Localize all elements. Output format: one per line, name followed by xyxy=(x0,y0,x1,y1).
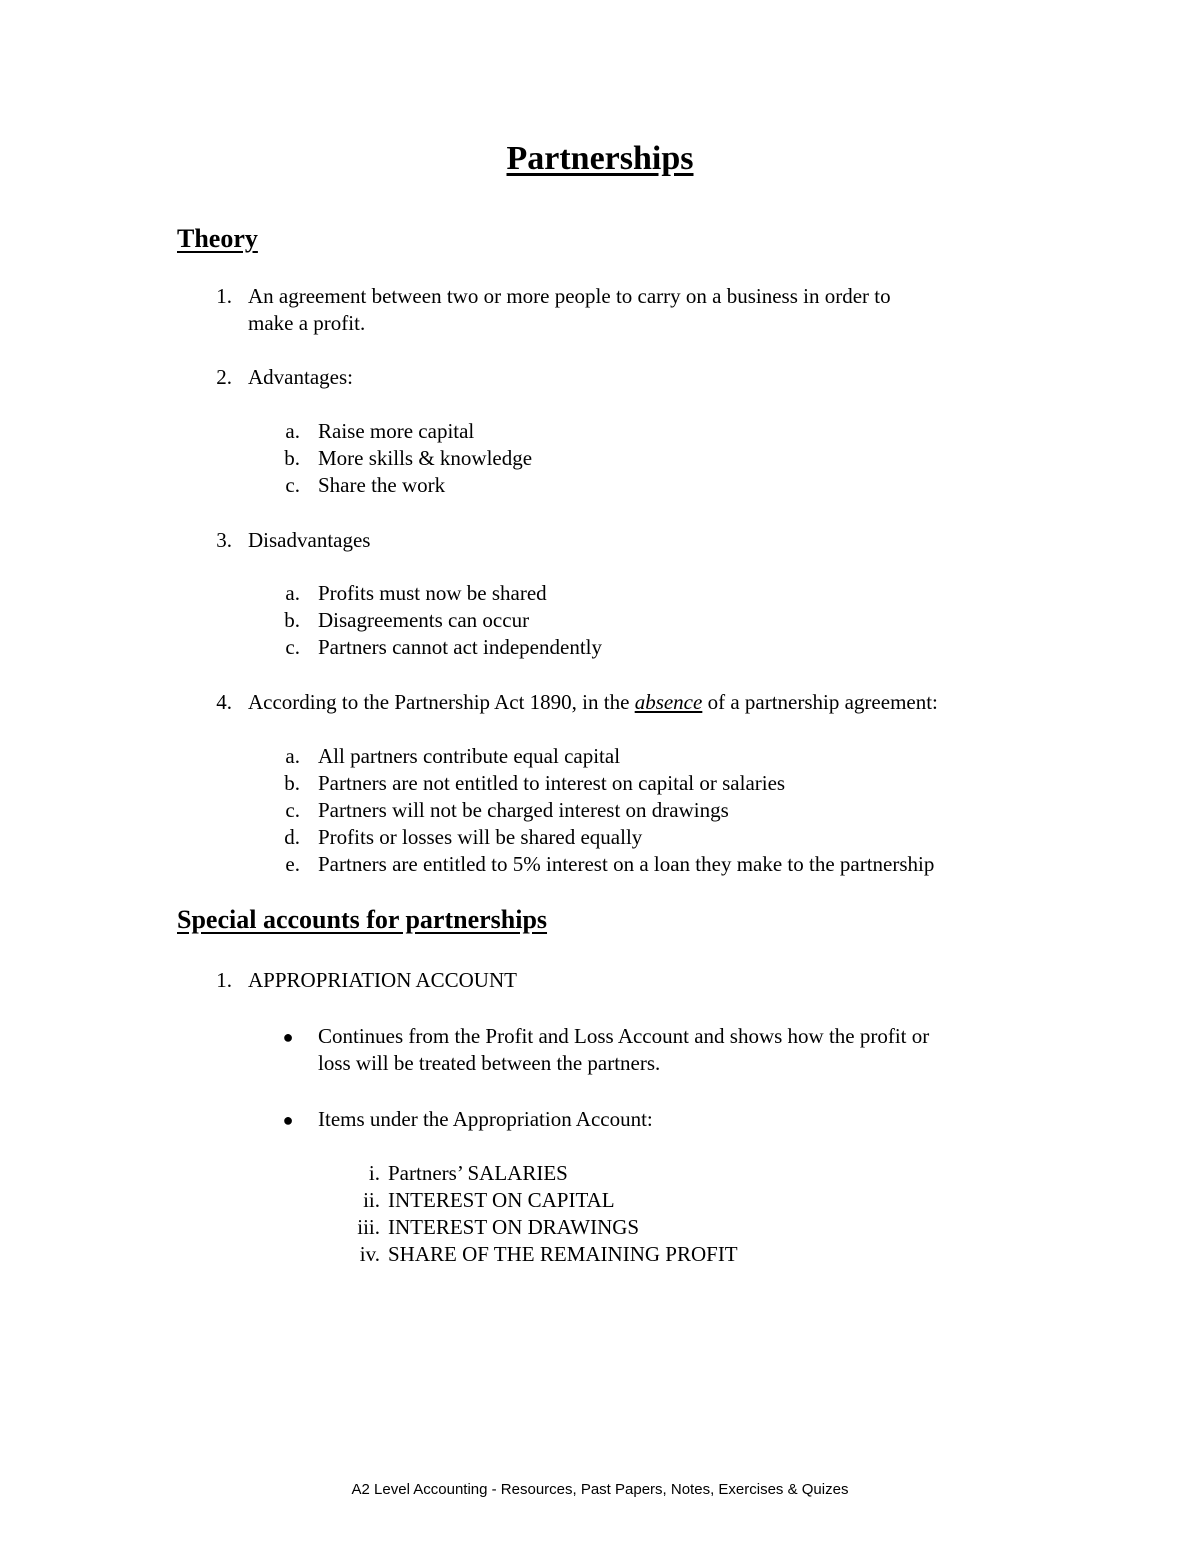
list-number: 1. xyxy=(216,968,232,992)
roman-mark: i. xyxy=(368,1161,380,1185)
sublist-mark: b. xyxy=(284,771,300,795)
emphasized-word: absence xyxy=(634,690,703,714)
roman-mark: ii. xyxy=(363,1188,380,1212)
special-accounts-heading: Special accounts for partnerships xyxy=(177,905,548,934)
theory-heading: Theory xyxy=(177,224,258,253)
list-number: 3. xyxy=(216,528,232,552)
roman-item: SHARE OF THE REMAINING PROFIT xyxy=(388,1242,738,1266)
roman-mark: iii. xyxy=(357,1215,380,1239)
sublist-item: Partners are entitled to 5% interest on a loan they make to the partnership xyxy=(318,852,935,876)
list-item-text: Advantages: xyxy=(248,365,353,389)
list-item-text: An agreement between two or more people to carry on a business in order to xyxy=(248,284,891,308)
sublist-item: More skills & knowledge xyxy=(318,446,533,470)
sublist-mark: c. xyxy=(285,635,300,659)
roman-item: Partners’ SALARIES xyxy=(388,1161,568,1185)
bullet-icon: ● xyxy=(282,1110,294,1130)
list-number: 4. xyxy=(216,690,232,714)
list-number: 1. xyxy=(216,284,232,308)
sublist-mark: c. xyxy=(285,473,300,497)
sublist-item: Raise more capital xyxy=(318,419,475,443)
bullet-text: loss will be treated between the partners. xyxy=(318,1051,661,1075)
sublist-mark: d. xyxy=(284,825,300,849)
sublist-mark: e. xyxy=(285,852,300,876)
bullet-text: Items under the Appropriation Account: xyxy=(318,1107,653,1131)
bullet-text: Continues from the Profit and Loss Account and shows how the profit or xyxy=(318,1024,930,1048)
list-item-text: make a profit. xyxy=(248,311,366,335)
sublist-item: Profits must now be shared xyxy=(318,581,547,605)
sublist-mark: b. xyxy=(284,446,300,470)
sublist-mark: c. xyxy=(285,798,300,822)
sublist-item: All partners contribute equal capital xyxy=(318,744,621,768)
list-item-text: Disadvantages xyxy=(248,528,371,552)
sublist-mark: a. xyxy=(285,419,300,443)
page-title: Partnerships xyxy=(506,140,694,177)
sublist-mark: b. xyxy=(284,608,300,632)
sublist-mark: a. xyxy=(285,744,300,768)
roman-mark: iv. xyxy=(359,1242,380,1266)
text-segment: According to the Partnership Act 1890, in the xyxy=(248,690,635,714)
list-item-text xyxy=(248,689,938,716)
sublist-item: Partners are not entitled to interest on capital or salaries xyxy=(318,771,786,795)
roman-item: INTEREST ON CAPITAL xyxy=(388,1188,615,1212)
sublist-item: Profits or losses will be shared equally xyxy=(318,825,643,849)
page-footer: A2 Level Accounting - Resources, Past Papers, Notes, Exercises & Quizes xyxy=(351,1481,849,1498)
list-item-text: APPROPRIATION ACCOUNT xyxy=(248,968,517,992)
bullet-icon: ● xyxy=(282,1027,294,1047)
sublist-item: Share the work xyxy=(318,473,446,497)
sublist-mark: a. xyxy=(285,581,300,605)
text-segment: of a partnership agreement: xyxy=(702,690,938,714)
list-number: 2. xyxy=(216,365,232,389)
sublist-item: Partners cannot act independently xyxy=(318,635,602,659)
sublist-item: Disagreements can occur xyxy=(318,608,530,632)
roman-item: INTEREST ON DRAWINGS xyxy=(388,1215,640,1239)
sublist-item: Partners will not be charged interest on drawings xyxy=(318,798,729,822)
